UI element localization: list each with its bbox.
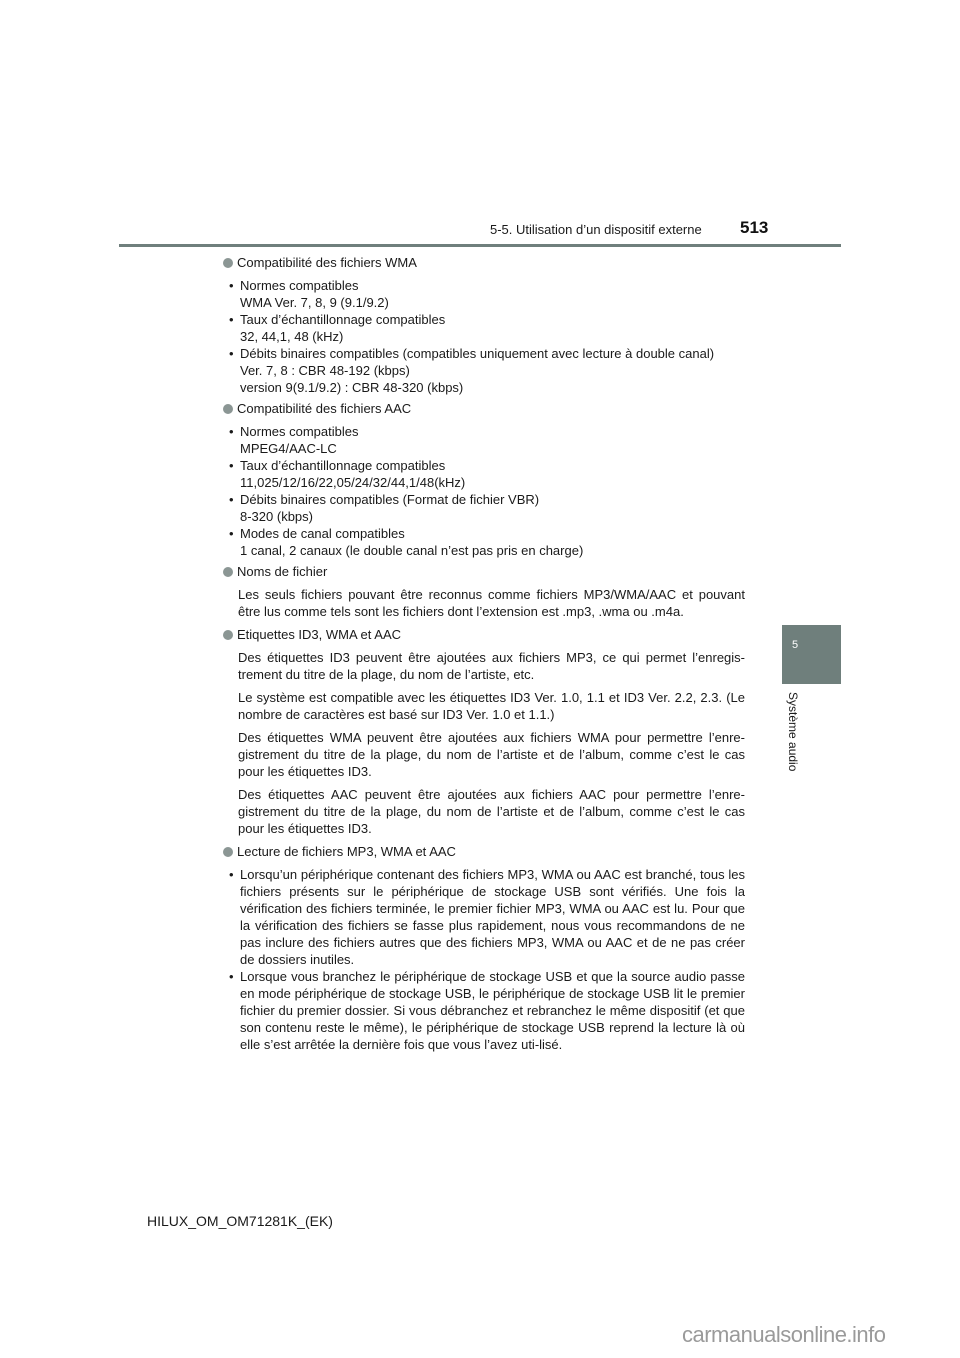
item-text: Normes compatibles xyxy=(240,278,359,293)
section-heading xyxy=(223,843,745,860)
header-divider xyxy=(119,244,841,247)
section-heading xyxy=(223,254,745,271)
chapter-label: Système audio xyxy=(786,692,800,772)
paragraph: Des étiquettes AAC peuvent être ajoutées aux fichiers AAC pour permettre l’enre-gistrement du titre de la plage, du nom de l’artiste et de l’album, comme c’est le cas pour les étiquettes ID3. xyxy=(238,787,745,836)
item-value: 1 canal, 2 canaux (le double canal n’est pas pris en charge) xyxy=(240,543,584,558)
page-content xyxy=(223,254,745,1057)
item-text: Normes compatibles xyxy=(240,424,359,439)
list-item xyxy=(229,968,745,1053)
item-list xyxy=(229,423,745,559)
list-item xyxy=(229,423,745,457)
section-playback xyxy=(223,843,745,1053)
section-wma-compat xyxy=(223,254,745,396)
circle-bullet-icon xyxy=(223,567,233,577)
circle-bullet-icon xyxy=(223,847,233,857)
item-text: Lorsque vous branchez le périphérique de stockage USB et que la source audio passe en mode périphérique de stockage USB, le périphérique de stockage USB lit le premier fichier du premier dossier. Si vous débranchez et rebranchez le même dispositif (et que son contenu reste le même), le périphérique de stockage USB reprend la lecture là où elle s’est arrêtée la dernière fois que vous l’avez uti-lisé. xyxy=(240,969,745,1052)
list-item xyxy=(229,491,745,525)
circle-bullet-icon xyxy=(223,630,233,640)
list-item xyxy=(229,457,745,491)
section-heading-text: Noms de fichier xyxy=(237,564,328,579)
bullet-icon: • xyxy=(229,312,234,327)
list-item xyxy=(229,525,745,559)
circle-bullet-icon xyxy=(223,258,233,268)
bullet-icon: • xyxy=(229,492,234,507)
section-heading xyxy=(223,563,745,580)
list-item xyxy=(229,311,745,345)
list-item xyxy=(229,345,745,396)
section-heading xyxy=(223,400,745,417)
page-number: 513 xyxy=(740,218,769,237)
item-text: Débits binaires compatibles (compatibles uniquement avec lecture à double canal) xyxy=(240,346,715,361)
section-heading-text: Etiquettes ID3, WMA et AAC xyxy=(237,627,402,642)
bullet-icon: • xyxy=(229,458,234,473)
section-heading-text: Compatibilité des fichiers WMA xyxy=(237,255,417,270)
item-text: Lorsqu’un périphérique contenant des fichiers MP3, WMA ou AAC est branché, tous les fichiers présents sur le périphérique de stockage USB sont vérifiés. Une fois la vérification des fichiers terminée, le premier fichier MP3, WMA ou AAC est lu. Pour que la vérification des fichiers se fasse plus rapidement, nous vous recommandons de ne pas inclure des fichiers autres que des fichiers MP3, WMA ou AAC et de ne pas créer de dossiers inutiles. xyxy=(240,867,745,967)
item-value: Ver. 7, 8 : CBR 48-192 (kbps) xyxy=(240,363,410,378)
paragraph: Des étiquettes ID3 peuvent être ajoutées aux fichiers MP3, ce qui permet l’enregis-trement du titre de la plage, du nom de l’artiste, etc. xyxy=(238,650,745,682)
chapter-number: 5 xyxy=(792,639,799,651)
circle-bullet-icon xyxy=(223,404,233,414)
bullet-icon: • xyxy=(229,346,234,361)
bullet-icon: • xyxy=(229,969,234,984)
document-code: HILUX_OM_OM71281K_(EK) xyxy=(147,1213,333,1229)
paragraph: Les seuls fichiers pouvant être reconnus comme fichiers MP3/WMA/AAC et pouvant être lus comme tels sont les fichiers dont l’extension est .mp3, .wma ou .m4a. xyxy=(238,587,745,619)
section-heading xyxy=(223,626,745,643)
bullet-icon: • xyxy=(229,278,234,293)
paragraph: Des étiquettes WMA peuvent être ajoutées aux fichiers WMA pour permettre l’enre-gistrement du titre de la plage, du nom de l’artiste et de l’album, comme c’est le cas pour les étiquettes ID3. xyxy=(238,730,745,779)
item-value: WMA Ver. 7, 8, 9 (9.1/9.2) xyxy=(240,295,389,310)
section-tags xyxy=(223,626,745,837)
item-text: Taux d’échantillonnage compatibles xyxy=(240,312,446,327)
item-text: Débits binaires compatibles (Format de fichier VBR) xyxy=(240,492,540,507)
item-value: version 9(9.1/9.2) : CBR 48-320 (kbps) xyxy=(240,380,464,395)
list-item xyxy=(229,866,745,968)
section-file-names xyxy=(223,563,745,620)
list-item xyxy=(229,277,745,311)
section-heading-text: Lecture de fichiers MP3, WMA et AAC xyxy=(237,844,456,859)
chapter-tab[interactable] xyxy=(782,625,841,684)
item-text: Taux d’échantillonnage compatibles xyxy=(240,458,446,473)
bullet-icon: • xyxy=(229,867,234,882)
bullet-icon: • xyxy=(229,526,234,541)
watermark: carmanualsonline.info xyxy=(682,1322,886,1347)
section-title: 5-5. Utilisation d’un dispositif externe xyxy=(490,222,702,237)
paragraph: Le système est compatible avec les étiquettes ID3 Ver. 1.0, 1.1 et ID3 Ver. 2.2, 2.3. (Le nombre de caractères est basé sur ID3 Ver. 1.0 et 1.1.) xyxy=(238,690,745,722)
item-text: Modes de canal compatibles xyxy=(240,526,405,541)
section-heading-text: Compatibilité des fichiers AAC xyxy=(237,401,412,416)
item-value: 11,025/12/16/22,05/24/32/44,1/48(kHz) xyxy=(240,475,466,490)
bullet-icon: • xyxy=(229,424,234,439)
section-aac-compat xyxy=(223,400,745,559)
item-list xyxy=(229,277,745,396)
item-list xyxy=(229,866,745,1053)
item-value: MPEG4/AAC-LC xyxy=(240,441,337,456)
item-value: 8-320 (kbps) xyxy=(240,509,313,524)
item-value: 32, 44,1, 48 (kHz) xyxy=(240,329,344,344)
